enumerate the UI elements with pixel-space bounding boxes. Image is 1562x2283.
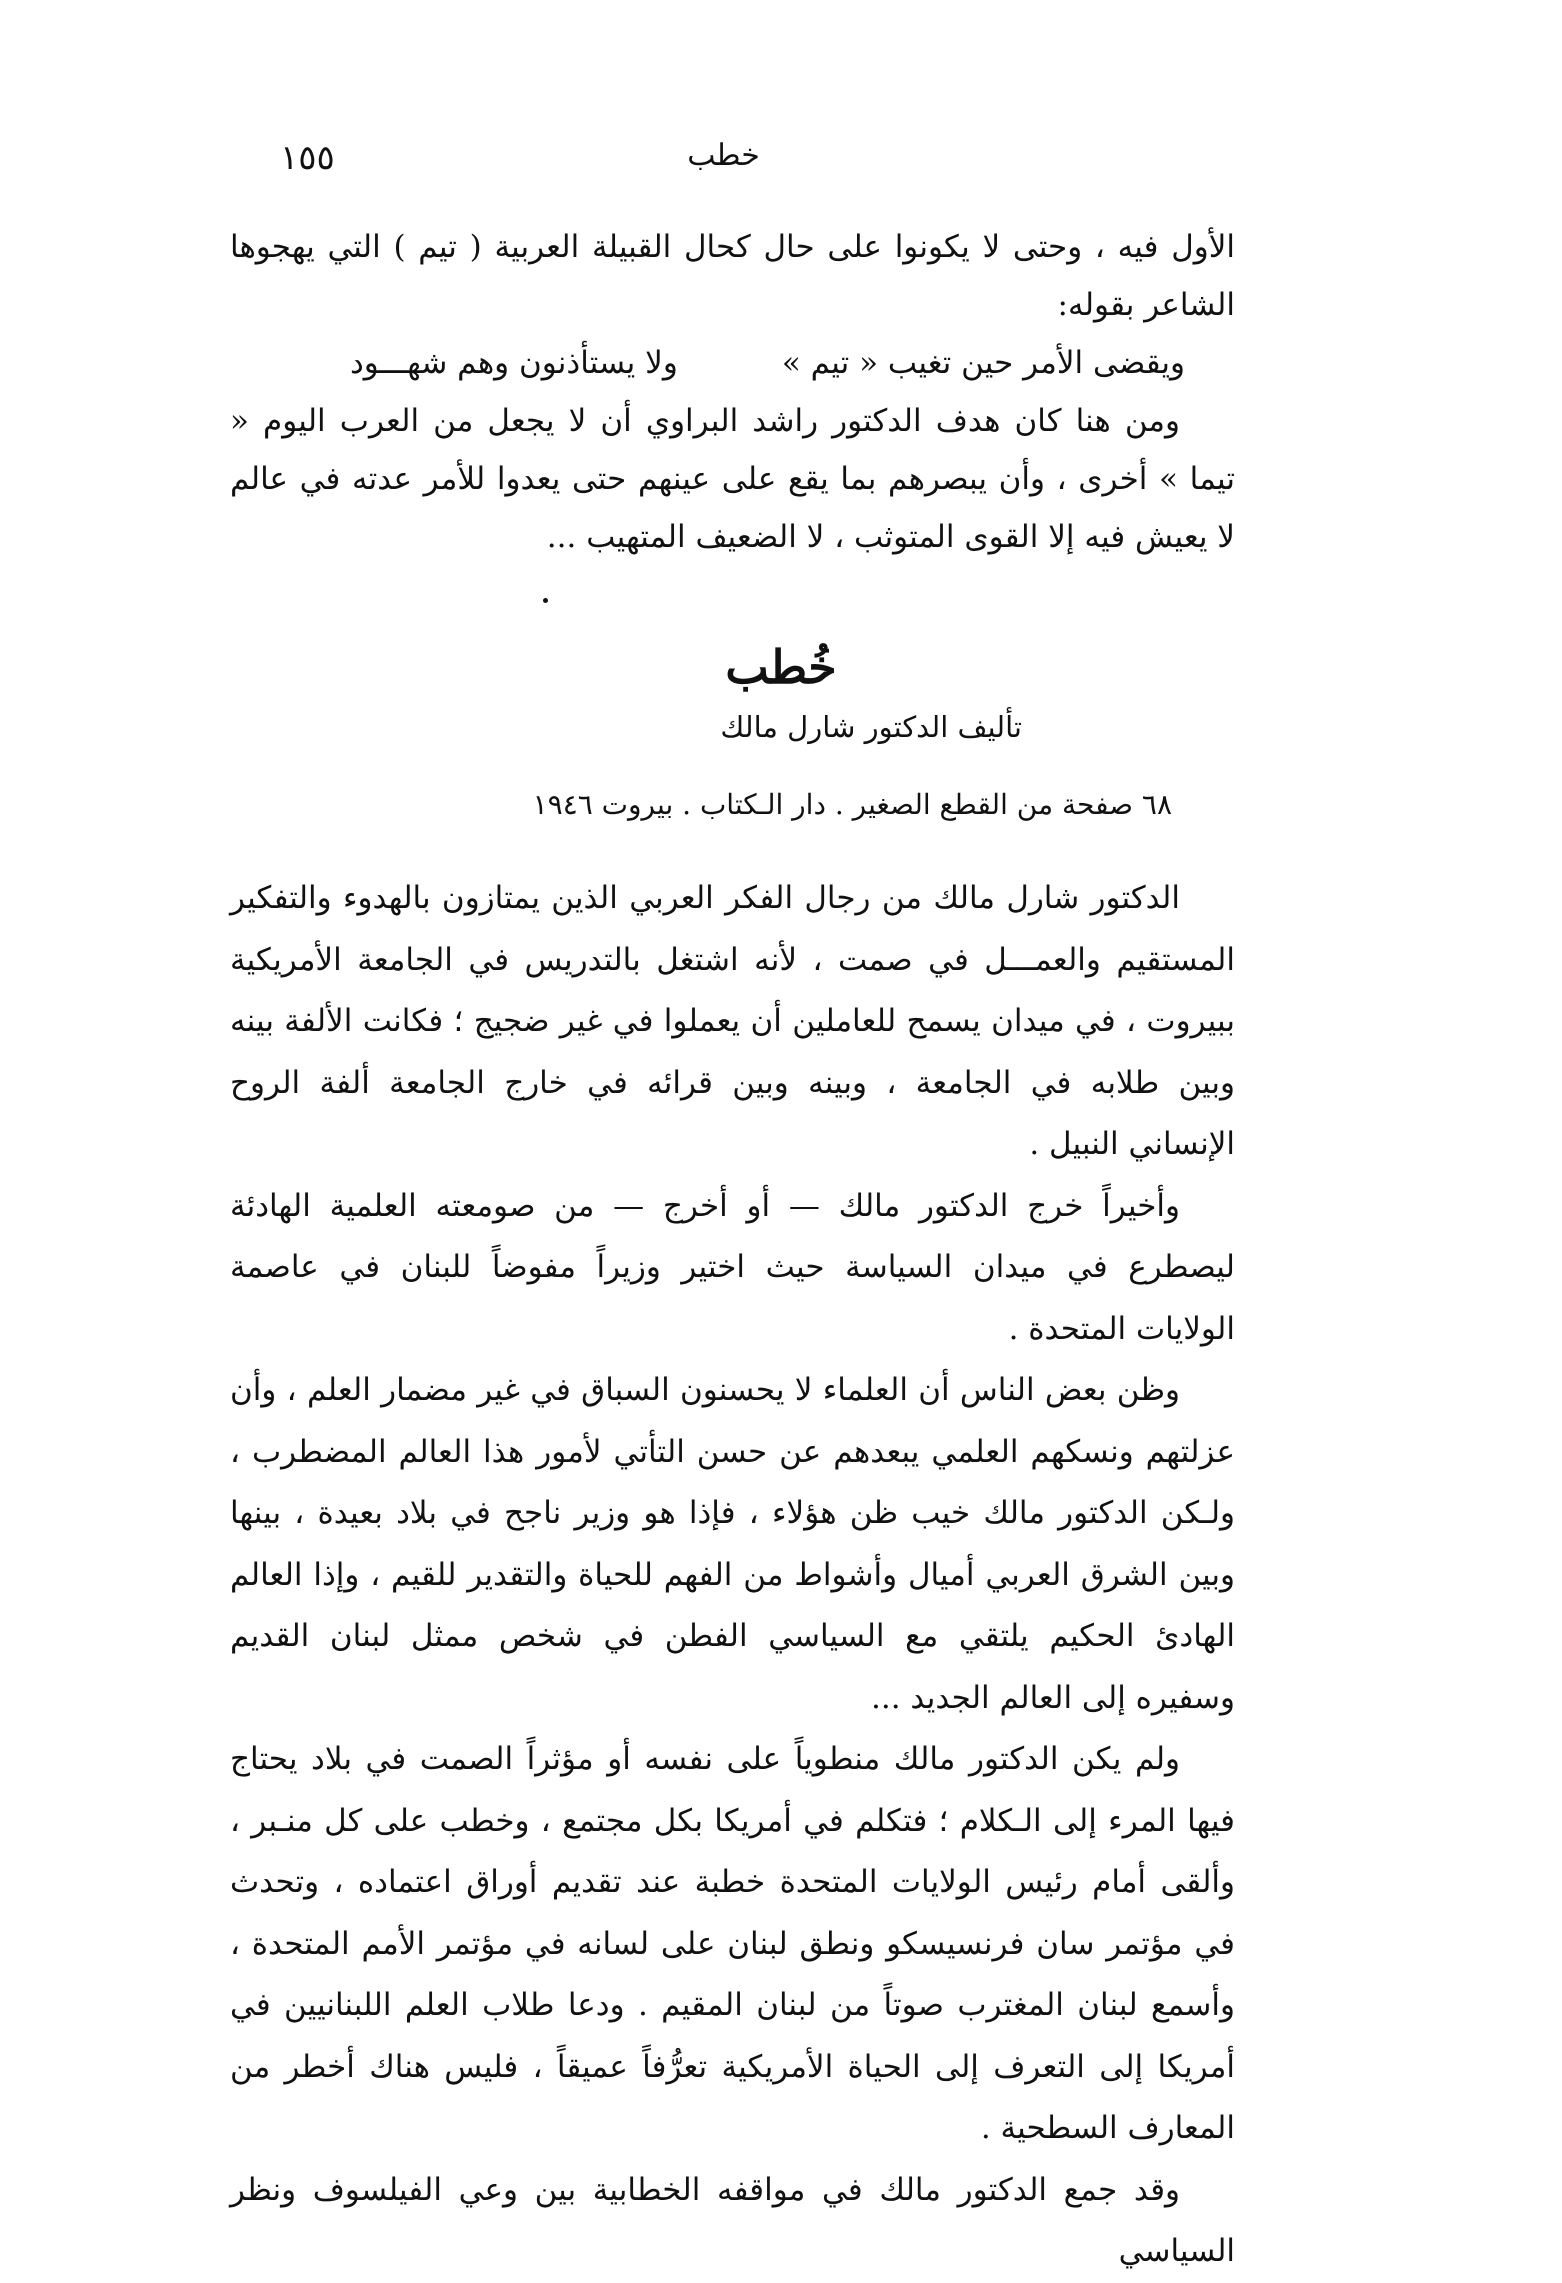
body-paragraph: وظن بعض الناس أن العلماء لا يحسنون السباق في غير مضمار العلم ، وأن عزلتهم ونسكهم العلمي يبعدهم عن حسن التأتي لأمور هذا العالم المضطرب ، ولـكن الدكتور مالك خيب ظن هؤلاء ، فإذا هو وزير ناجح في بلاد بعيدة ، بينها وبين الشرق العربي أميال وأشواط من الفهم للحياة والتقدير للقيم ، وإذا العالم الهادئ الحكيم يلتقي مع السياسي الفطن في شخص ممثل لبنان القديم وسفيره إلى العالم الجديد ... xyxy=(230,1372,1235,1716)
body-paragraph: الدكتور شارل مالك من رجال الفكر العربي الذين يمتازون بالهدوء والتفكير المستقيم والعمـــل في صمت ، لأنه اشتغل بالتدريس في الجامعة الأمريكية ببيروت ، في ميدان يسمح للعاملين أن يعملوا في غير ضجيج ؛ فكانت الألفة بينه وبين طلابه في الجامعة ، وبينه وبين قرائه في خارج الجامعة ألفة الروح الإنساني النبيل . xyxy=(230,880,1235,1162)
section-author: تأليف الدكتور شارل مالك xyxy=(720,710,1022,744)
previous-line: الأول فيه ، وحتى لا يكونوا على حال كحال القبيلة العربية ( تيم ) التي يهجوها الشاعر بقوله: xyxy=(230,229,1235,323)
page-number: ١٥٥ xyxy=(280,138,335,178)
body-paragraph: وأخيراً خرج الدكتور مالك — أو أخرج — من صومعته العلمية الهادئة ليصطرع في ميدان السياسة حيث اختير وزيراً مفوضاً للبنان في عاصمة الولايات المتحدة . xyxy=(230,1187,1235,1347)
previous-section-text xyxy=(230,218,1235,566)
verse-first-hemistich: ويقضى الأمر حين تغيب « تيم » xyxy=(781,345,1185,381)
verse-second-hemistich: ولا يستأذنون وهم شهـــود xyxy=(350,345,678,381)
previous-paragraph: ومن هنا كان هدف الدكتور راشد البراوي أن لا يجعل من العرب اليوم « تيما » أخرى ، وأن يبصرهم بما يقع على عينهم حتى يعدوا للأمر عدته في عالم لا يعيش فيه إلا القوى المتوثب ، لا الضعيف المتهيب ... xyxy=(230,403,1235,555)
section-title: خُطب xyxy=(725,640,837,694)
body-paragraph: وقد جمع الدكتور مالك في مواقفه الخطابية بين وعي الفيلسوف ونظر السياسي xyxy=(230,2171,1235,2269)
poem-verse xyxy=(230,334,1235,392)
section-separator-dot xyxy=(543,598,548,603)
running-title: خطب xyxy=(687,138,760,173)
section-publication-info: ٦٨ صفحة من القطع الصغير . دار الـكتاب . بيروت ١٩٤٦ xyxy=(532,788,1172,821)
review-body xyxy=(230,868,1235,2283)
body-paragraph: ولم يكن الدكتور مالك منطوياً على نفسه أو مؤثراً الصمت في بلاد يحتاج فيها المرء إلى الـكلام ؛ فتكلم في أمريكا بكل مجتمع ، وخطب على كل منـبر ، وألقى أمام رئيس الولايات المتحدة خطبة عند تقديم أوراق اعتماده ، وتحدث في مؤتمر سان فرنسيسكو ونطق لبنان على لسانه في مؤتمر الأمم المتحدة ، وأسمع لبنان المغترب صوتاً من لبنان المقيم . ودعا طلاب العلم اللبنانيين في أمريكا إلى التعرف إلى الحياة الأمريكية تعرُّفاً عميقاً ، فليس هناك أخطر من المعارف السطحية . xyxy=(230,1741,1235,2146)
running-head xyxy=(225,138,1222,178)
